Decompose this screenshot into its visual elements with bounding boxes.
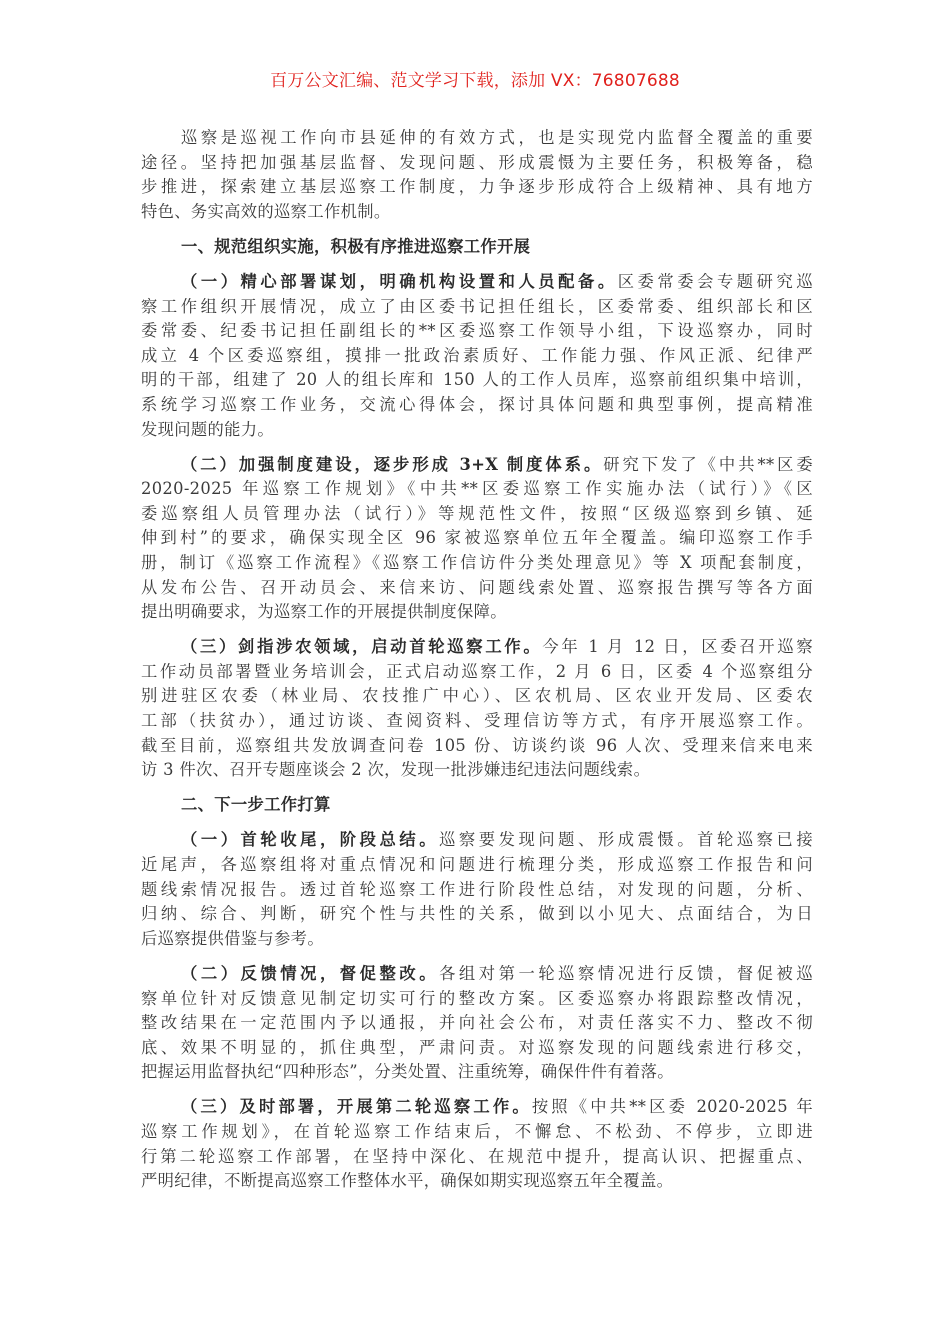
paragraph-lead: （三）及时部署，开展第二轮巡察工作。	[181, 1097, 532, 1117]
text-line: 截至目前，巡察组共发放调查问卷 105 份、访谈约谈 96 人次、受理来信来电来	[141, 735, 813, 755]
section-heading-1	[141, 235, 813, 260]
paragraph-lead: （三）剑指涉农领域，启动首轮巡察工作。	[181, 637, 543, 657]
text-line: （一）精心部署谋划，明确机构设置和人员配备。区委常委会专题研究巡	[181, 271, 813, 291]
text-line: 巡察工作规划》，在首轮巡察工作结束后，不懈怠、不松劲、不停步，立即进	[141, 1121, 813, 1141]
text-line: 2020-2025 年巡察工作规划》《中共**区委巡察工作实施办法（试行）》《区	[141, 479, 813, 499]
text-line: 途径。坚持把加强基层监督、发现问题、形成震慑为主要任务，积极筹备，稳	[141, 152, 813, 172]
text-line: 察工作组织开展情况，成立了由区委书记担任组长，区委常委、组织部长和区	[141, 296, 813, 316]
paragraph-1-1	[141, 270, 813, 442]
text-line: 底、效果不明显的，抓住典型，严肃问责。对巡察发现的问题线索进行移交，	[141, 1037, 813, 1057]
paragraph-lead: （一）首轮收尾，阶段总结。	[181, 830, 440, 850]
text-line: 明的干部，组建了 20 人的组长库和 150 人的工作人员库，巡察前组织集中培训，	[141, 370, 813, 390]
heading-text: 一、规范组织实施，积极有序推进巡察工作开展	[181, 236, 531, 256]
text-line: （三）及时部署，开展第二轮巡察工作。按照《中共**区委 2020-2025 年	[181, 1097, 813, 1117]
text-line: 巡察是巡视工作向市县延伸的有效方式，也是实现党内监督全覆盖的重要	[181, 128, 813, 147]
text-line: 把握运用监督执纪“四种形态”，分类处置、注重统筹，确保件件有着落。	[141, 1062, 674, 1082]
text-line: 委常委、纪委书记担任副组长的**区委巡察工作领导小组，下设巡察办，同时	[141, 321, 813, 341]
text-line: （二）加强制度建设，逐步形成 3+X 制度体系。研究下发了《中共**区委	[181, 454, 814, 474]
text-line: 后巡察提供借鉴与参考。	[141, 928, 324, 948]
paragraph-lead: （二）加强制度建设，逐步形成 3+X 制度体系。	[181, 454, 604, 474]
paragraph-1-3	[141, 635, 813, 783]
text-line: 系统学习巡察工作业务，交流心得体会，探讨具体问题和典型事例，提高精准	[141, 394, 813, 414]
paragraph-2-2	[141, 962, 813, 1085]
paragraph-1-2	[141, 453, 813, 625]
text-line: 别进驻区农委（林业局、农技推广中心）、区农机局、区农业开发局、区委农	[141, 686, 813, 706]
heading-text: 二、下一步工作打算	[181, 795, 331, 815]
text-line: 册，制订《巡察工作流程》《巡察工作信访件分类处理意见》等 X 项配套制度，	[141, 553, 813, 572]
text-line: 访 3 件次、召开专题座谈会 2 次，发现一批涉嫌违纪违法问题线索。	[141, 760, 651, 780]
text-line: 成立 4 个区委巡察组，摸排一批政治素质好、工作能力强、作风正派、纪律严	[141, 345, 813, 365]
text-line: （二）反馈情况，督促整改。各组对第一轮巡察情况进行反馈，督促被巡	[181, 963, 813, 983]
text-line: 提出明确要求，为巡察工作的开展提供制度保障。	[141, 602, 507, 622]
text-line: 伸到村”的要求，确保实现全区 96 家被巡察单位五年全覆盖。编印巡察工作手	[141, 528, 813, 548]
text-line: 近尾声，各巡察组将对重点情况和问题进行梳理分类，形成巡察工作报告和问	[141, 855, 813, 875]
text-line: 题线索情况报告。透过首轮巡察工作进行阶段性总结，对发现的问题，分析、	[141, 879, 813, 899]
section-heading-2	[141, 793, 813, 818]
intro-paragraph	[141, 126, 813, 224]
text-line: 委巡察组人员管理办法（试行）》等规范性文件，按照“区级巡察到乡镇、延	[141, 503, 813, 523]
text-line: 从发布公告、召开动员会、来信来访、问题线索处置、巡察报告撰写等各方面	[141, 577, 813, 597]
text-line: 察单位针对反馈意见制定切实可行的整改方案。区委巡察办将跟踪整改情况，	[141, 988, 813, 1008]
text-line: 行第二轮巡察工作部署，在坚持中深化、在规范中提升，提高认识、把握重点、	[141, 1146, 813, 1166]
text-line: 严明纪律，不断提高巡察工作整体水平，确保如期实现巡察五年全覆盖。	[141, 1171, 674, 1191]
text-line: 步推进，探索建立基层巡察工作制度，力争逐步形成符合上级精神、具有地方	[141, 177, 813, 197]
text-line: 工作动员部署暨业务培训会，正式启动巡察工作，2 月 6 日，区委 4 个巡察组分	[141, 661, 813, 681]
text-line: 归纳、综合、判断，研究个性与共性的关系，做到以小见大、点面结合，为日	[141, 904, 813, 924]
text-line: 工部（扶贫办），通过访谈、查阅资料、受理信访等方式，有序开展巡察工作。	[141, 711, 813, 731]
text-line: 整改结果在一定范围内予以通报，并向社会公布，对责任落实不力、整改不彻	[141, 1013, 813, 1033]
document-body	[141, 126, 813, 1194]
text-line: （一）首轮收尾，阶段总结。巡察要发现问题、形成震慑。首轮巡察已接	[181, 830, 813, 850]
text-line: 特色、务实高效的巡察工作机制。	[141, 201, 391, 221]
paragraph-2-1	[141, 828, 813, 951]
paragraph-lead: （二）反馈情况，督促整改。	[181, 963, 440, 983]
paragraph-2-3	[141, 1095, 813, 1193]
text-line: （三）剑指涉农领域，启动首轮巡察工作。今年 1 月 12 日，区委召开巡察	[181, 637, 813, 657]
watermark-header: 百万公文汇编、范文学习下载，添加 VX：76807688	[270, 71, 680, 91]
text-line: 发现问题的能力。	[141, 419, 275, 439]
paragraph-lead: （一）精心部署谋划，明确机构设置和人员配备。	[181, 271, 618, 291]
